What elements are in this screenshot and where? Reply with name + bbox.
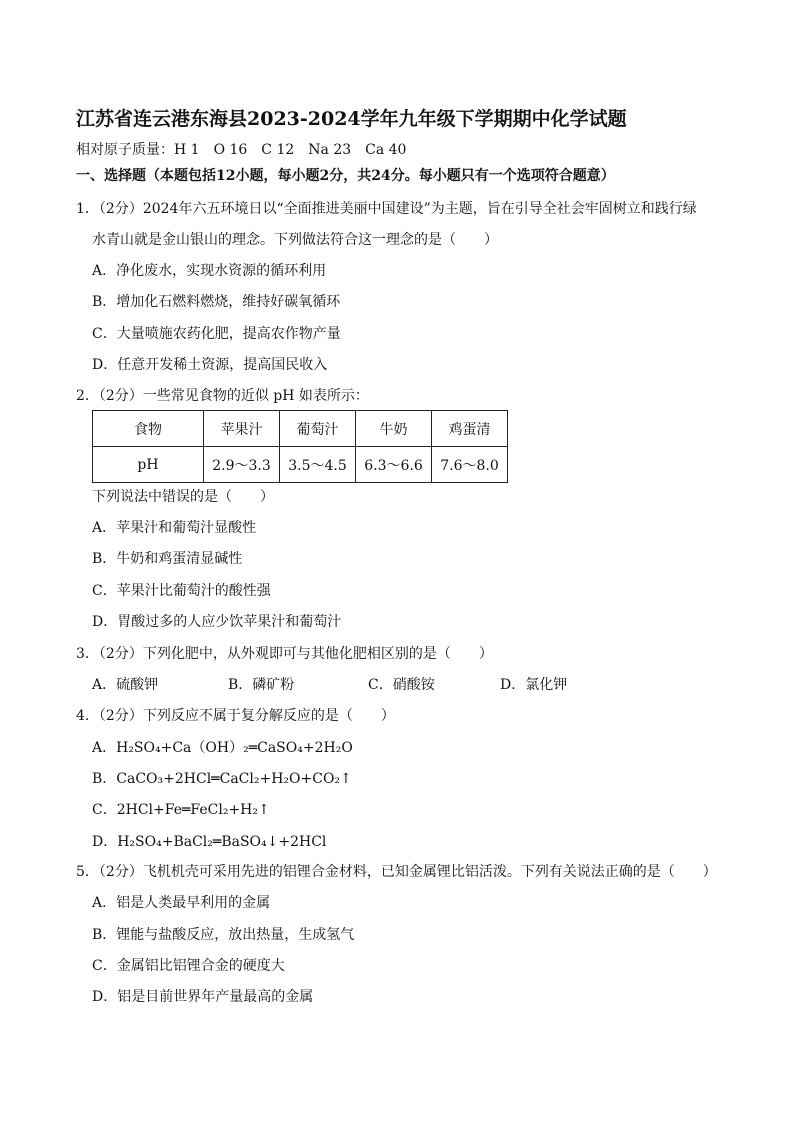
table-cell: 牛奶 — [356, 411, 432, 447]
ph-table-value-row — [93, 447, 508, 483]
q3-option-a: A．硫酸钾 — [92, 677, 159, 693]
table-cell: 苹果汁 — [204, 411, 280, 447]
q3-stem: 3．（2分）下列化肥中，从外观即可与其他化肥相区别的是（ ） — [76, 646, 493, 662]
q1-option-a: A．净化废水，实现水资源的循环利用 — [92, 263, 327, 279]
section-heading: 一、选择题（本题包括12小题，每小题2分，共24分。每小题只有一个选项符合题意） — [76, 168, 615, 184]
q5-stem: 5．（2分）飞机机壳可采用先进的铝锂合金材料，已知金属锂比铝活泼。下列有关说法正确的是（ ） — [76, 864, 717, 880]
table-cell: 3.5～4.5 — [280, 447, 356, 483]
q4-stem: 4．（2分）下列反应不属于复分解反应的是（ ） — [76, 708, 395, 724]
q1-stem-line1: 1．（2分）2024年六五环境日以“全面推进美丽中国建设”为主题，旨在引导全社会牢固树立和践行绿 — [76, 201, 697, 217]
q2-stem: 2．（2分）一些常见食物的近似 pH 如表所示： — [76, 388, 369, 404]
q2-ask: 下列说法中错误的是（ ） — [92, 489, 274, 505]
q2-option-c: C．苹果汁比葡萄汁的酸性强 — [92, 583, 271, 599]
table-cell: 7.6～8.0 — [432, 447, 508, 483]
page-title: 江苏省连云港东海县2023-2024学年九年级下学期期中化学试题 — [76, 108, 627, 130]
table-cell: 食物 — [93, 411, 204, 447]
q1-option-c: C．大量喷施农药化肥，提高农作物产量 — [92, 326, 341, 342]
q4-option-a: A．H₂SO₄+Ca（OH）₂═CaSO₄+2H₂O — [92, 740, 353, 756]
table-cell: 6.3～6.6 — [356, 447, 432, 483]
q3-option-c: C．硝酸铵 — [368, 677, 435, 693]
table-cell: 葡萄汁 — [280, 411, 356, 447]
q3-option-b: B．磷矿粉 — [228, 677, 295, 693]
q4-option-d: D．H₂SO₄+BaCl₂═BaSO₄↓+2HCl — [92, 834, 327, 850]
ph-table-header-row — [93, 411, 508, 447]
q1-option-b: B．增加化石燃料燃烧，维持好碳氧循环 — [92, 294, 341, 310]
table-cell: pH — [93, 447, 204, 483]
table-cell: 2.9～3.3 — [204, 447, 280, 483]
q1-option-d: D．任意开发稀土资源，提高国民收入 — [92, 357, 328, 373]
q5-option-b: B．锂能与盐酸反应，放出热量，生成氢气 — [92, 927, 355, 943]
q5-option-d: D．铝是目前世界年产量最高的金属 — [92, 989, 314, 1005]
q5-option-c: C．金属铝比铝锂合金的硬度大 — [92, 958, 285, 974]
table-cell: 鸡蛋清 — [432, 411, 508, 447]
q2-option-a: A．苹果汁和葡萄汁显酸性 — [92, 520, 257, 536]
q2-option-b: B．牛奶和鸡蛋清显碱性 — [92, 551, 243, 567]
q4-option-b: B．CaCO₃+2HCl═CaCl₂+H₂O+CO₂↑ — [92, 771, 352, 787]
q2-option-d: D．胃酸过多的人应少饮苹果汁和葡萄汁 — [92, 614, 342, 630]
q1-stem-line2: 水青山就是金山银山的理念。下列做法符合这一理念的是（ ） — [92, 232, 498, 248]
ph-table — [92, 410, 508, 483]
atomic-masses: 相对原子质量：H 1 O 16 C 12 Na 23 Ca 40 — [76, 142, 407, 158]
q5-option-a: A．铝是人类最早利用的金属 — [92, 895, 271, 911]
q4-option-c: C．2HCl+Fe═FeCl₂+H₂↑ — [92, 802, 270, 818]
q3-option-d: D．氯化钾 — [500, 677, 568, 693]
